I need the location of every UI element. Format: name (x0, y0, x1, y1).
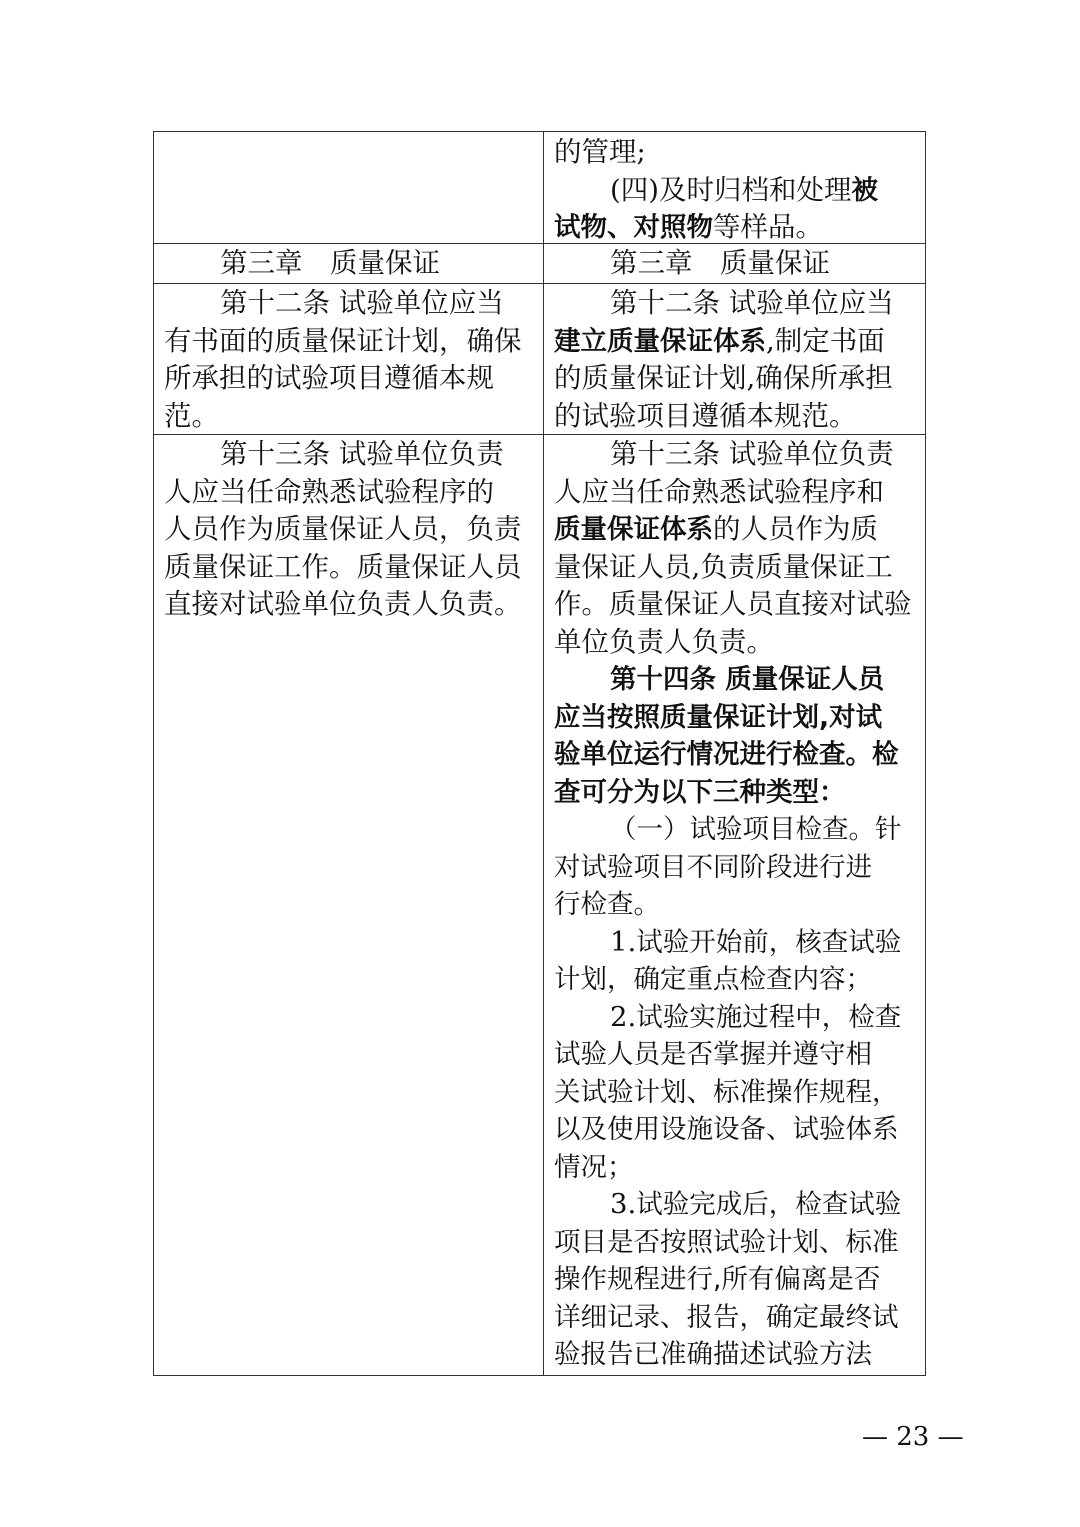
text-line: 应当按照质量保证计划,对试 (554, 701, 883, 733)
comparison-table (153, 131, 926, 1376)
text-line: (四)及时归档和处理被 (610, 173, 878, 206)
text-line: 第十二条 试验单位应当 (610, 287, 894, 319)
row-divider (154, 283, 925, 284)
text-line: 验单位运行情况进行检查。检 (554, 739, 899, 770)
text-line: 2.试验实施过程中，检查 (610, 1000, 902, 1033)
text-line: 第十三条 试验单位负责 (220, 438, 504, 470)
text-line: 建立质量保证体系,制定书面 (554, 324, 885, 357)
row4-right-cell (554, 436, 922, 1374)
text-line: 第十三条 试验单位负责 (610, 438, 894, 470)
column-divider (543, 132, 544, 1375)
text-line: 人员作为质量保证人员，负责 (164, 513, 522, 545)
text-line: 试物、对照物等样品。 (554, 211, 823, 243)
text-line: 3.试验完成后，检查试验 (610, 1188, 902, 1220)
text-line: 直接对试验单位负责人负责。 (164, 588, 522, 620)
row2-left-cell (164, 245, 536, 283)
text-line: 操作规程进行,所有偏离是否 (554, 1264, 881, 1295)
text-line: 的试验项目遵循本规范。 (554, 399, 857, 432)
text-line: 情况； (554, 1151, 634, 1183)
text-line: 所承担的试验项目遵循本规 (164, 362, 494, 394)
text-line: 计划，确定重点检查内容； (554, 964, 872, 995)
text-line: 行检查。 (554, 889, 660, 920)
text-line: 以及使用设施设备、试验体系 (554, 1114, 899, 1145)
text-line: 质量保证体系的人员作为质 (554, 513, 878, 545)
row3-right-cell (554, 285, 922, 435)
text-line: 对试验项目不同阶段进行进 (554, 851, 872, 883)
text-line: 的管理; (554, 136, 646, 168)
text-line: 验报告已准确描述试验方法 (554, 1339, 872, 1370)
text-line: 量保证人员,负责质量保证工 (554, 550, 893, 583)
row4-left-cell (164, 436, 536, 624)
chapter-heading-new: 第三章 质量保证 (610, 247, 830, 279)
text-line: 详细记录、报告，确定最终试 (554, 1301, 899, 1333)
text-line: 第十二条 试验单位应当 (220, 287, 504, 319)
text-line: 作。质量保证人员直接对试验 (554, 588, 912, 620)
text-line: 第十四条 质量保证人员 (610, 664, 885, 695)
text-line: 人应当任命熟悉试验程序和 (554, 475, 884, 508)
text-line: 试验人员是否掌握并遵守相 (554, 1039, 872, 1070)
text-line: 查可分为以下三种类型： (554, 776, 846, 808)
chapter-heading-old: 第三章 质量保证 (220, 247, 440, 279)
row2-right-cell (554, 245, 922, 283)
text-line: 1.试验开始前，核查试验 (610, 925, 902, 958)
text-line: 人应当任命熟悉试验程序的 (164, 475, 494, 508)
text-line: 有书面的质量保证计划，确保 (164, 324, 522, 357)
text-line: （一）试验项目检查。针 (610, 814, 902, 845)
text-line: 范。 (164, 399, 219, 432)
page-number: — 23 — (862, 1422, 964, 1452)
text-line: 关试验计划、标准操作规程， (554, 1076, 899, 1108)
row3-left-cell (164, 285, 536, 435)
text-line: 质量保证工作。质量保证人员 (164, 550, 522, 583)
text-line: 单位负责人负责。 (554, 625, 774, 658)
text-line: 的质量保证计划,确保所承担 (554, 362, 893, 394)
row1-right-cell (554, 134, 922, 247)
text-line: 项目是否按照试验计划、标准 (554, 1226, 899, 1258)
